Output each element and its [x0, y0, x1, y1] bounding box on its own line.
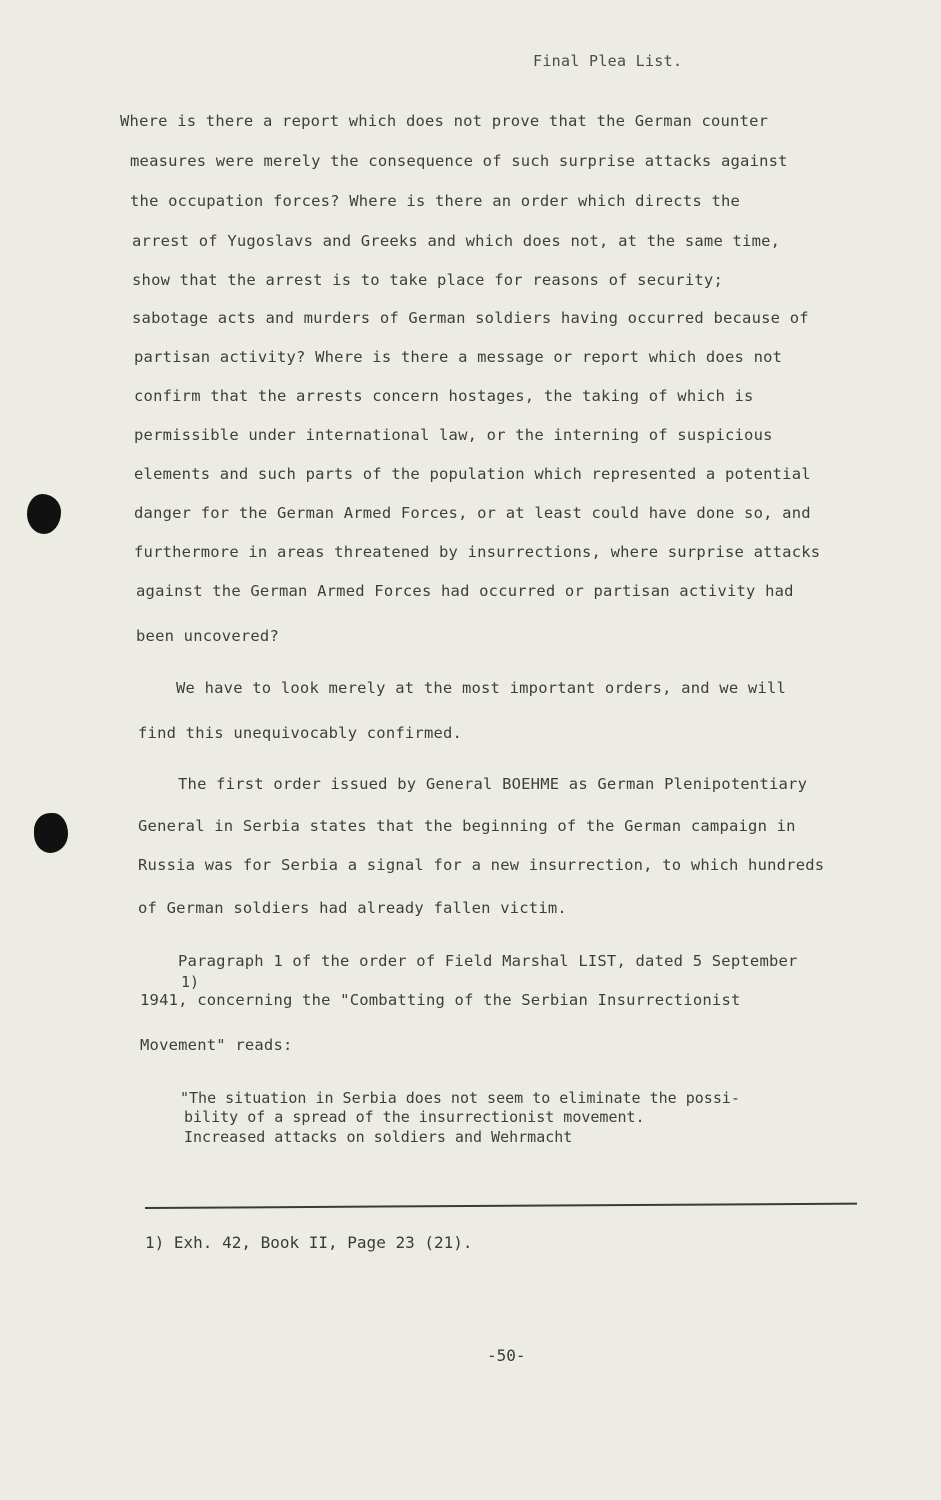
quote-line: bility of a spread of the insurrectionist movement. [184, 1108, 645, 1126]
punch-hole [27, 494, 61, 534]
text-line: arrest of Yugoslavs and Greeks and which does not, at the same time, [132, 232, 781, 250]
quote-line: "The situation in Serbia does not seem to eliminate the possi- [180, 1089, 740, 1107]
text-line: Russia was for Serbia a signal for a new insurrection, to which hundreds [138, 856, 825, 874]
text-line: elements and such parts of the population which represented a potential [134, 465, 811, 483]
text-line: find this unequivocably confirmed. [138, 724, 463, 742]
text-line: furthermore in areas threatened by insurrections, where surprise attacks [134, 543, 821, 561]
text-line: been uncovered? [136, 627, 279, 645]
footnote: 1) Exh. 42, Book II, Page 23 (21). [145, 1233, 473, 1252]
footnote-mark: 1) [181, 973, 200, 991]
text-line: danger for the German Armed Forces, or at least could have done so, and [134, 504, 811, 522]
footnote-separator [145, 1203, 857, 1209]
page-header: Final Plea List. [533, 52, 683, 70]
text-line: The first order issued by General BOEHME as German Plenipotentiary [178, 775, 808, 793]
text-line: sabotage acts and murders of German soldiers having occurred because of [132, 309, 809, 327]
text-line: Paragraph 1 of the order of Field Marshal LIST, dated 5 September [178, 952, 798, 970]
punch-hole [34, 813, 68, 853]
text-line: We have to look merely at the most important orders, and we will [176, 679, 787, 697]
text-line: permissible under international law, or the interning of suspicious [134, 426, 773, 444]
text-line: Movement" reads: [140, 1036, 293, 1054]
text-line: against the German Armed Forces had occurred or partisan activity had [136, 582, 794, 600]
page-number: -50- [487, 1346, 526, 1365]
text-line: 1941, concerning the "Combatting of the Serbian Insurrectionist [140, 991, 741, 1009]
text-line: Where is there a report which does not prove that the German counter [120, 112, 769, 130]
text-line: of German soldiers had already fallen victim. [138, 899, 567, 917]
quote-line: Increased attacks on soldiers and Wehrmacht [184, 1128, 573, 1146]
text-line: measures were merely the consequence of such surprise attacks against [130, 152, 788, 170]
text-line: General in Serbia states that the beginning of the German campaign in [138, 817, 796, 835]
text-line: partisan activity? Where is there a message or report which does not [134, 348, 783, 366]
text-line: show that the arrest is to take place for reasons of security; [132, 271, 723, 289]
text-line: the occupation forces? Where is there an order which directs the [130, 192, 741, 210]
text-line: confirm that the arrests concern hostages, the taking of which is [134, 387, 754, 405]
